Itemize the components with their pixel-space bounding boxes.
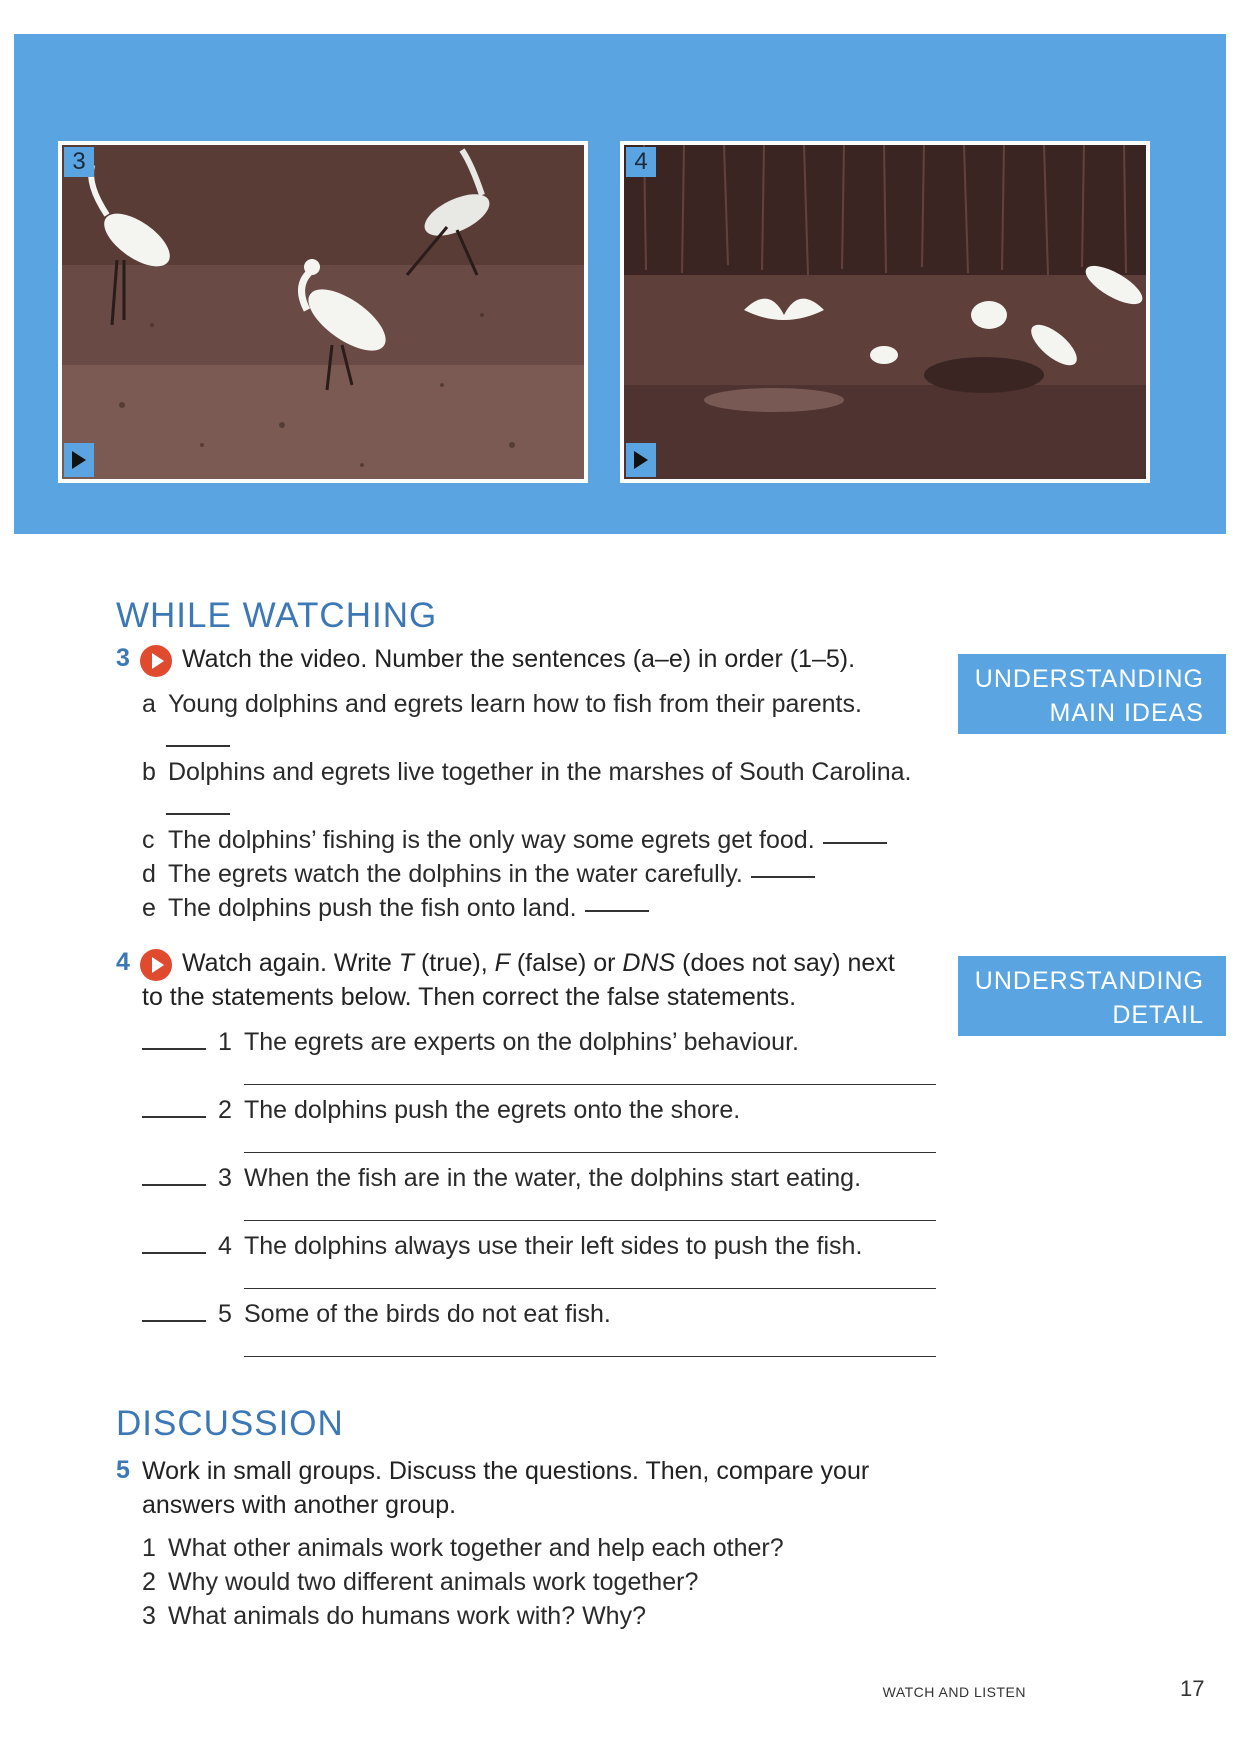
play-icon: [72, 451, 86, 469]
skill-label-detail: UNDERSTANDING DETAIL: [958, 956, 1226, 1036]
answer-blank[interactable]: [166, 813, 230, 815]
answer-blank[interactable]: [142, 1184, 206, 1186]
answer-blank[interactable]: [142, 1320, 206, 1322]
list-item: a Young dolphins and egrets learn how to fish from their parents.: [142, 690, 862, 718]
answer-blank[interactable]: [142, 1252, 206, 1254]
answer-blank[interactable]: [142, 1048, 206, 1050]
photo-3-image: [62, 145, 584, 479]
play-icon: [634, 451, 648, 469]
answer-blank[interactable]: [823, 842, 887, 844]
correction-line[interactable]: [244, 1084, 936, 1085]
answer-blank[interactable]: [751, 876, 815, 878]
skill-label-main-ideas: UNDERSTANDING MAIN IDEAS: [958, 654, 1226, 734]
exercise-4-instruction: Watch again. Write T (true), F (false) or DNS (does not say) next: [182, 949, 895, 977]
exercise-4-instruction-cont: to the statements below. Then correct the false statements.: [142, 983, 797, 1011]
list-item: 2 Why would two different animals work together?: [142, 1568, 699, 1596]
exercise-number: 4: [116, 948, 130, 976]
answer-blank[interactable]: [142, 1116, 206, 1118]
list-item: e The dolphins push the fish onto land.: [142, 894, 649, 923]
exercise-5-instruction-cont: answers with another group.: [142, 1491, 457, 1519]
photo-number: 3: [64, 147, 94, 177]
exercise-5-instruction: Work in small groups. Discuss the questions. Then, compare your: [142, 1457, 870, 1485]
exercise-3-instruction: Watch the video. Number the sentences (a–e) in order (1–5).: [182, 645, 856, 673]
list-item: d The egrets watch the dolphins in the water carefully.: [142, 860, 815, 889]
answer-blank[interactable]: [585, 910, 649, 912]
footer-section-label: WATCH AND LISTEN: [882, 1684, 1026, 1700]
list-item: 3 What animals do humans work with? Why?: [142, 1602, 646, 1630]
list-item: 1 The egrets are experts on the dolphins’ behaviour.: [218, 1028, 799, 1056]
correction-line[interactable]: [244, 1152, 936, 1153]
section-title-discussion: DISCUSSION: [116, 1404, 344, 1443]
photo-number: 4: [626, 147, 656, 177]
list-item: c The dolphins’ fishing is the only way some egrets get food.: [142, 826, 887, 855]
photo-3-egrets-on-mud: [58, 141, 588, 483]
correction-line[interactable]: [244, 1356, 936, 1357]
exercise-number: 3: [116, 644, 130, 672]
list-item: 5 Some of the birds do not eat fish.: [218, 1300, 611, 1328]
page-number: 17: [1180, 1676, 1205, 1701]
correction-line[interactable]: [244, 1288, 936, 1289]
exercise-number: 5: [116, 1456, 130, 1484]
section-title-while-watching: WHILE WATCHING: [116, 596, 438, 635]
play-button[interactable]: [626, 443, 656, 477]
list-item: b Dolphins and egrets live together in the marshes of South Carolina.: [142, 758, 912, 786]
answer-blank[interactable]: [166, 745, 230, 747]
list-item: 1 What other animals work together and help each other?: [142, 1534, 784, 1562]
photo-4-image: [624, 145, 1146, 479]
list-item: 3 When the fish are in the water, the dolphins start eating.: [218, 1164, 862, 1192]
list-item: 2 The dolphins push the egrets onto the shore.: [218, 1096, 741, 1124]
list-item: 4 The dolphins always use their left sides to push the fish.: [218, 1232, 863, 1260]
video-icon[interactable]: [140, 645, 172, 677]
play-button[interactable]: [64, 443, 94, 477]
correction-line[interactable]: [244, 1220, 936, 1221]
video-icon[interactable]: [140, 949, 172, 981]
photo-4-egrets-and-dolphins: [620, 141, 1150, 483]
